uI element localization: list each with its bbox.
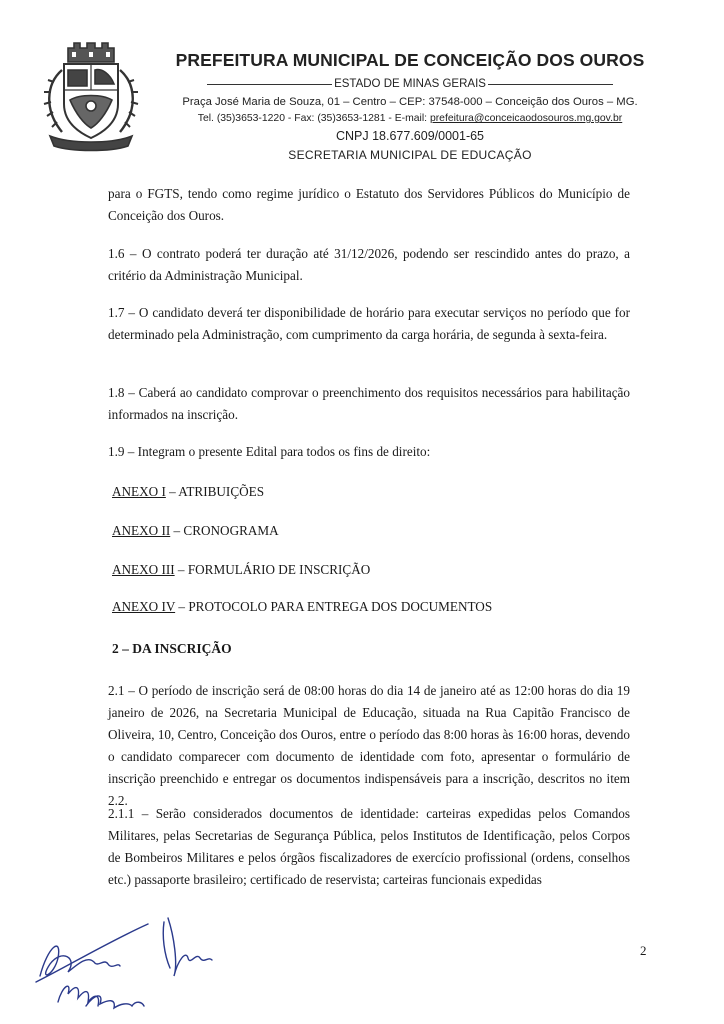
state-name: ESTADO DE MINAS GERAIS bbox=[334, 78, 486, 90]
paragraph-2-1-1: 2.1.1 – Serão considerados documentos de identidade: carteiras expedidas pelos Comandos Militares, pelas Secretarias de Segurança Pública, pelos Institutos de Identificação, pelos Corpos de Bombeiros Militares e pelos órgãos fiscalizadores de exercício profissional (ordens, conselhos etc.) passaporte brasileiro; certificado de reservista; carteiras funcionais expedidas bbox=[108, 806, 630, 887]
paragraph-fgts: para o FGTS, tendo como regime jurídico o Estatuto dos Servidores Públicos do Município de Conceição dos Ouros. bbox=[108, 186, 630, 223]
address-line: Praça José Maria de Souza, 01 – Centro – CEP: 37548-000 – Conceição dos Ouros – MG. bbox=[182, 96, 638, 108]
annex-item bbox=[112, 599, 492, 615]
municipality-title: PREFEITURA MUNICIPAL DE CONCEIÇÃO DOS OUROS bbox=[175, 50, 645, 70]
paragraph-1-7: 1.7 – O candidato deverá ter disponibilidade de horário para executar serviços no período que for determinado pela Administração, com cumprimento da carga horária, de segunda à sexta-feira. bbox=[108, 305, 630, 342]
annex-item bbox=[112, 562, 370, 578]
email-link[interactable]: prefeitura@conceicaodosouros.mg.gov.br bbox=[429, 113, 623, 124]
section-2-heading: 2 – DA INSCRIÇÃO bbox=[112, 641, 232, 656]
annex-title: – ATRIBUIÇÕES bbox=[165, 484, 265, 499]
annex-title: – FORMULÁRIO DE INSCRIÇÃO bbox=[174, 562, 371, 577]
contact-line bbox=[130, 113, 690, 124]
annex-label: ANEXO III bbox=[112, 562, 175, 577]
page-number: 2 bbox=[640, 943, 647, 958]
department-name: SECRETARIA MUNICIPAL DE EDUCAÇÃO bbox=[288, 148, 532, 162]
annex-item bbox=[112, 484, 264, 500]
paragraph-1-9: 1.9 – Integram o presente Edital para todos os fins de direito: bbox=[108, 444, 431, 459]
state-line bbox=[130, 78, 690, 90]
rule-left bbox=[207, 84, 332, 85]
paragraph-2-1: 2.1 – O período de inscrição será de 08:00 horas do dia 14 de janeiro até as 12:00 horas do dia 19 janeiro de 2026, na Secretaria Municipal de Educação, situada na Rua Capitão Francisco de Oliveira, 10, Centro, Conceição dos Ouros, entre o período das 8:00 horas às 16:00 horas, devendo o candidato comparecer com documento de identidade com foto, apresentar o formulário de inscrição preenchido e entregar os documentos indispensáveis para a inscrição, descritos no item 2.2. bbox=[108, 683, 630, 808]
annex-title: – CRONOGRAMA bbox=[170, 523, 279, 538]
annex-label: ANEXO IV bbox=[112, 599, 176, 614]
annex-label: ANEXO I bbox=[112, 484, 166, 499]
annex-title: – PROTOCOLO PARA ENTREGA DOS DOCUMENTOS bbox=[175, 599, 493, 614]
municipal-coat-of-arms-icon bbox=[40, 40, 142, 152]
signatures-icon bbox=[28, 906, 248, 1018]
paragraph-1-6: 1.6 – O contrato poderá ter duração até 31/12/2026, podendo ser rescindido antes do prazo, a critério da Administração Municipal. bbox=[108, 246, 630, 283]
annex-item bbox=[112, 523, 279, 539]
rule-right bbox=[488, 84, 613, 85]
phone-fax: Tel. (35)3653-1220 - Fax: (35)3653-1281 - E-mail: bbox=[197, 113, 430, 124]
paragraph-1-8: 1.8 – Caberá ao candidato comprovar o preenchimento dos requisitos necessários para habilitação informados na inscrição. bbox=[108, 385, 630, 422]
cnpj-line: CNPJ 18.677.609/0001-65 bbox=[335, 129, 485, 143]
annex-label: ANEXO II bbox=[112, 523, 171, 538]
